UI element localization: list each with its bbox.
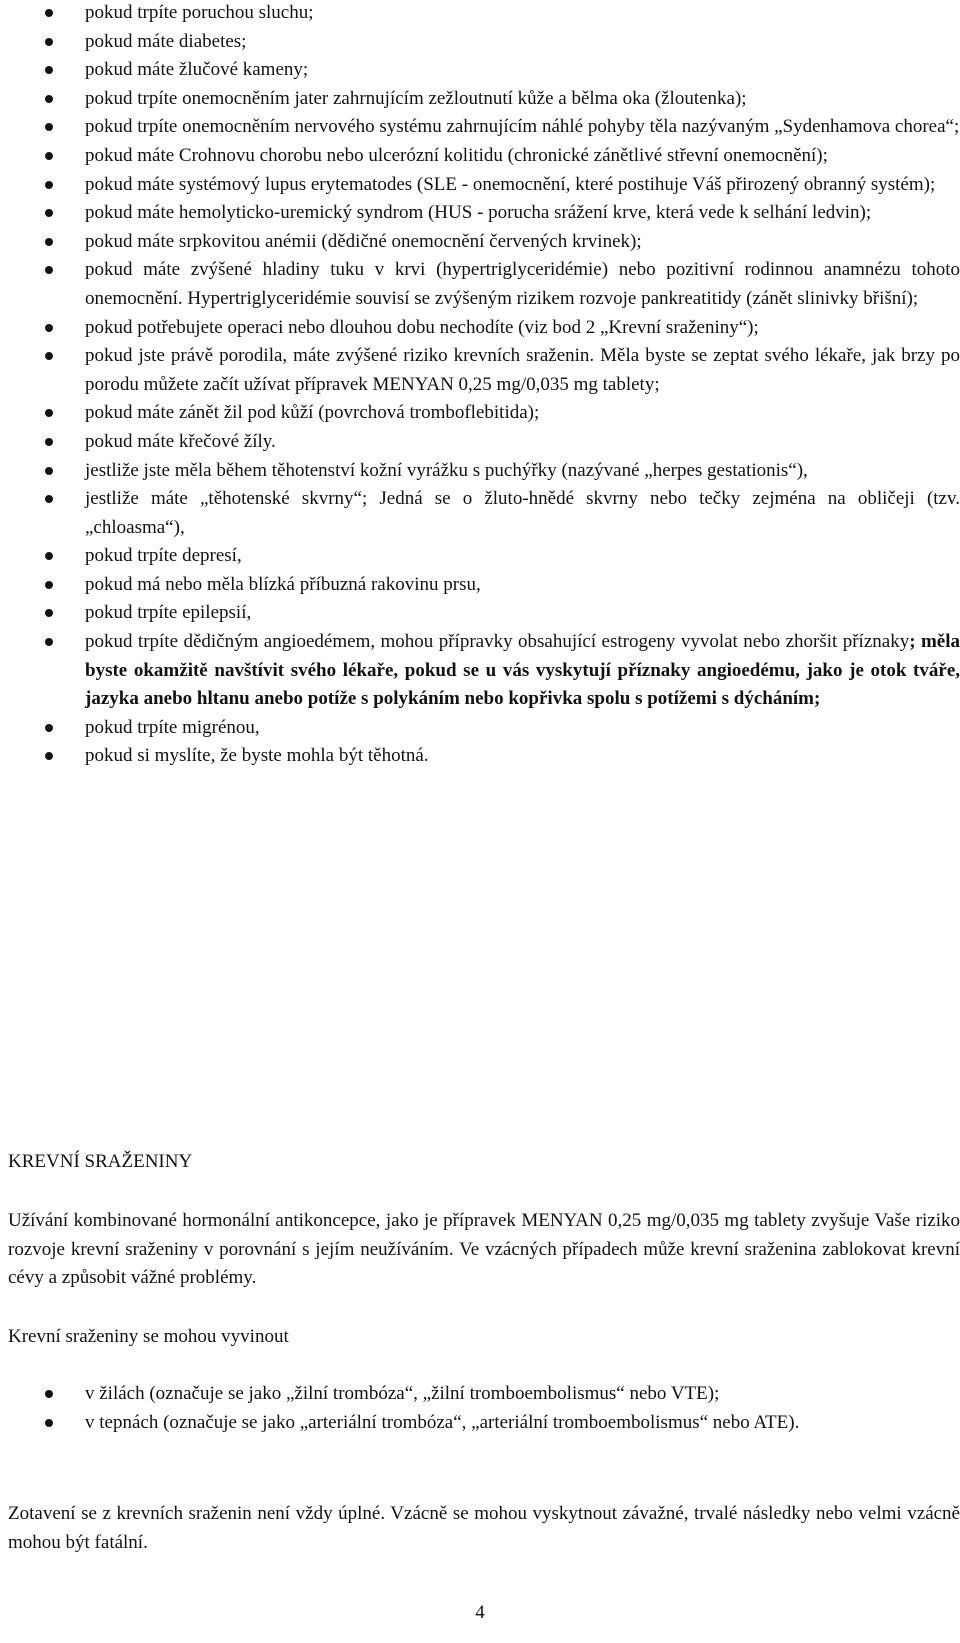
- list-item: [0, 714, 960, 743]
- bullet-icon: [45, 438, 53, 446]
- list-item-text: pokud máte křečové žíly.: [85, 430, 276, 452]
- list-item-text: pokud máte diabetes;: [85, 30, 247, 52]
- list-item: [0, 1409, 960, 1438]
- paragraph-develop: Krevní sraženiny se mohou vyvinout: [8, 1326, 289, 1347]
- list-item: [0, 256, 960, 313]
- bullet-icon: [45, 238, 53, 246]
- bullet-icon: [45, 409, 53, 417]
- list-item: [0, 457, 960, 486]
- bullet-icon: [45, 1419, 53, 1427]
- bullet-icon: [45, 752, 53, 760]
- list-item-text: pokud má nebo měla blízká příbuzná rakovinu prsu,: [85, 573, 481, 595]
- bullet-icon: [45, 95, 53, 103]
- bullet-icon: [45, 266, 53, 274]
- bullet-icon: [45, 9, 53, 17]
- paragraph-recovery: Zotavení se z krevních sraženin není vždy úplné. Vzácně se mohou vyskytnout závažné, trvalé následky nebo velmi vzácně mohou být fatální.: [8, 1503, 960, 1553]
- bullet-icon: [45, 1390, 53, 1398]
- list-item: [0, 342, 960, 399]
- bullet-icon: [45, 581, 53, 589]
- list-item-text: pokud máte zvýšené hladiny tuku v krvi (hypertriglyceridémie) nebo pozitivní rodinnou anamnézu tohoto onemocnění. Hypertriglyceridémie souvisí se zvýšeným rizikem rozvoje pankreatitidy (zánět slinivky břišní);: [85, 259, 960, 309]
- list-item: [0, 142, 960, 171]
- list-item-text: pokud trpíte onemocněním nervového systému zahrnujícím náhlé pohyby těla nazývaným „Sydenhamova chorea“;: [85, 116, 960, 138]
- list-item: [0, 1380, 960, 1409]
- list-item-angioedema: [0, 628, 960, 714]
- bullet-icon: [45, 724, 53, 732]
- list-item: [0, 28, 960, 57]
- list-item-text: pokud trpíte onemocněním jater zahrnujícím zežloutnutí kůže a bělma oka (žloutenka);: [85, 87, 747, 109]
- list-item-text: pokud trpíte depresí,: [85, 545, 242, 567]
- list-item: [0, 742, 960, 771]
- section-heading: KREVNÍ SRAŽENINY: [8, 1151, 193, 1172]
- list-item-text: pokud jste právě porodila, máte zvýšené riziko krevních sraženin. Měla byste se zeptat svého lékaře, jak brzy po porodu můžete začít užívat přípravek MENYAN 0,25 mg/0,035 mg tablety;: [85, 345, 960, 395]
- list-item: [0, 113, 960, 142]
- angioedema-warning: ; měla byste okamžitě navštívit svého lékaře, pokud se u vás vyskytují příznaky angioedému, jako je otok tváře, jazyka anebo hltanu anebo potíže s polykáním nebo kopřivka spolu s potížemi s dýcháním;: [85, 631, 960, 710]
- bullet-icon: [45, 209, 53, 217]
- list-item: [0, 0, 960, 28]
- list-item: [0, 314, 960, 343]
- bullet-icon: [45, 495, 53, 503]
- bullet-icon: [45, 324, 53, 332]
- page-number: 4: [475, 1602, 485, 1623]
- list-item-text: pokud máte hemolyticko-uremický syndrom (HUS - porucha srážení krve, která vede k selhání ledvin);: [85, 202, 872, 224]
- list-item: [0, 599, 960, 628]
- list-item-text: pokud máte zánět žil pod kůží (povrchová tromboflebitida);: [85, 402, 540, 424]
- paragraph-intro: Užívání kombinované hormonální antikoncepce, jako je přípravek MENYAN 0,25 mg/0,035 mg tablety zvyšuje Vaše riziko rozvoje krevní sraženiny v porovnání s jejím neužíváním. Ve vzácných případech může krevní sraženina zablokovat krevní cévy a způsobit vážné problémy.: [8, 1210, 960, 1289]
- list-item: [0, 542, 960, 571]
- list-item-text: pokud máte žlučové kameny;: [85, 59, 309, 81]
- bullet-icon: [45, 152, 53, 160]
- clot-types-list: [0, 1380, 960, 1437]
- list-item: [0, 85, 960, 114]
- list-item: [0, 171, 960, 200]
- list-item-text: v tepnách (označuje se jako „arteriální trombóza“, „arteriální tromboembolismus“ nebo ATE).: [85, 1411, 800, 1433]
- list-item-text: pokud trpíte dědičným angioedémem, mohou přípravky obsahující estrogeny vyvolat nebo zhoršit příznaky: [85, 631, 910, 653]
- list-item-text: jestliže máte „těhotenské skvrny“; Jedná se o žluto-hnědé skvrny nebo tečky zejména na obličeji (tzv. „chloasma“),: [85, 488, 960, 538]
- list-item: [0, 485, 960, 542]
- list-item: [0, 571, 960, 600]
- bullet-icon: [45, 123, 53, 131]
- bullet-icon: [45, 552, 53, 560]
- list-item: [0, 199, 960, 228]
- list-item-text: pokud trpíte migrénou,: [85, 716, 260, 738]
- bullet-icon: [45, 66, 53, 74]
- list-item-text: pokud trpíte epilepsií,: [85, 602, 252, 624]
- list-item: [0, 428, 960, 457]
- list-item-text: v žilách (označuje se jako „žilní trombóza“, „žilní tromboembolismus“ nebo VTE);: [85, 1383, 720, 1404]
- bullet-icon: [45, 609, 53, 617]
- bullet-icon: [45, 352, 53, 360]
- bullet-icon: [45, 181, 53, 189]
- list-item-text: pokud máte systémový lupus erytematodes (SLE - onemocnění, které postihuje Váš přirozený obranný systém);: [85, 173, 936, 195]
- list-item: [0, 399, 960, 428]
- list-item-text: pokud potřebujete operaci nebo dlouhou dobu nechodíte (viz bod 2 „Krevní sraženiny“);: [85, 316, 759, 338]
- bullet-icon: [45, 467, 53, 475]
- list-item: [0, 228, 960, 257]
- list-item-text: pokud máte srpkovitou anémii (dědičné onemocnění červených krvinek);: [85, 230, 642, 252]
- list-item-text: jestliže jste měla během těhotenství kožní vyrážku s puchýřky (nazývané „herpes gestationis“),: [85, 459, 808, 481]
- list-item-text: pokud si myslíte, že byste mohla být těhotná.: [85, 745, 429, 767]
- bullet-icon: [45, 38, 53, 46]
- list-item-text: pokud máte Crohnovu chorobu nebo ulcerózní kolitidu (chronické zánětlivé střevní onemocnění);: [85, 144, 828, 166]
- list-item: [0, 56, 960, 85]
- contraindication-list: [0, 0, 960, 771]
- list-item-text: pokud trpíte poruchou sluchu;: [85, 2, 314, 23]
- bullet-icon: [45, 638, 53, 646]
